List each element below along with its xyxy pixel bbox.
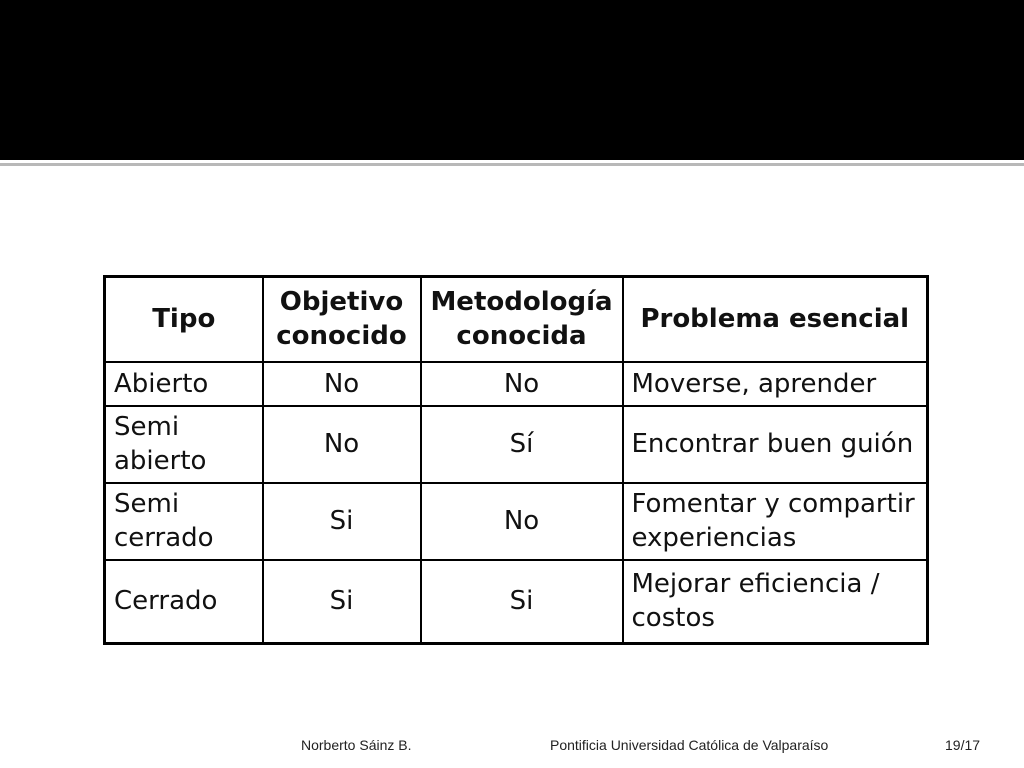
table-row [105, 406, 928, 483]
table-header-row [105, 277, 928, 362]
table-row [105, 483, 928, 560]
table-row [105, 362, 928, 406]
table-row [105, 560, 928, 644]
cell-metodologia: No [421, 483, 623, 560]
cell-problema: Mejorar eficiencia / costos [623, 560, 928, 644]
cell-tipo: Semi cerrado [105, 483, 263, 560]
header-problema: Problema esencial [623, 277, 928, 362]
cell-tipo: Semi abierto [105, 406, 263, 483]
cell-problema: Fomentar y compartir experiencias [623, 483, 928, 560]
title-bar [0, 0, 1024, 160]
classification-table [103, 275, 929, 645]
cell-metodologia: Sí [421, 406, 623, 483]
cell-objetivo: Si [263, 483, 421, 560]
cell-metodologia: No [421, 362, 623, 406]
cell-tipo: Abierto [105, 362, 263, 406]
footer-author: Norberto Sáinz B. [301, 737, 412, 753]
footer-institution: Pontificia Universidad Católica de Valparaíso [550, 737, 829, 753]
footer-page-number: 19/17 [945, 737, 981, 753]
cell-problema: Moverse, aprender [623, 362, 928, 406]
header-metodologia: Metodología conocida [421, 277, 623, 362]
cell-problema: Encontrar buen guión [623, 406, 928, 483]
title-divider [0, 163, 1024, 166]
header-objetivo: Objetivo conocido [263, 277, 421, 362]
cell-objetivo: No [263, 406, 421, 483]
table-container [103, 275, 926, 645]
cell-metodologia: Si [421, 560, 623, 644]
cell-tipo: Cerrado [105, 560, 263, 644]
cell-objetivo: Si [263, 560, 421, 644]
cell-objetivo: No [263, 362, 421, 406]
header-tipo: Tipo [105, 277, 263, 362]
